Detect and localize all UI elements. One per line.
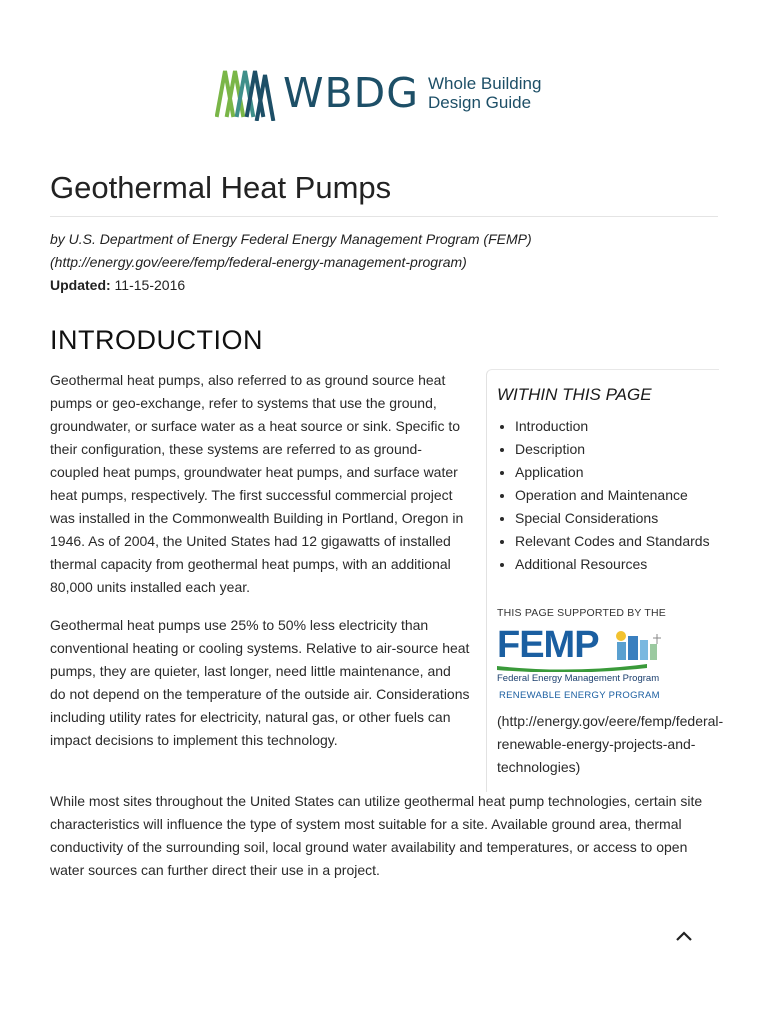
byline bbox=[50, 228, 610, 297]
supported-by-label: THIS PAGE SUPPORTED BY THE bbox=[497, 607, 666, 619]
sidebar-title: WITHIN THIS PAGE bbox=[497, 385, 652, 404]
femp-logo-word: FEMP bbox=[497, 624, 599, 666]
logo-tagline-line2: Design Guide bbox=[428, 93, 532, 112]
updated-line bbox=[50, 277, 185, 293]
femp-logo[interactable] bbox=[497, 626, 667, 704]
logo-wordmark: WBDG bbox=[283, 68, 420, 117]
intro-paragraph-1: Geothermal heat pumps, also referred to as ground source heat pumps or geo-exchange, refer to systems that use the ground, groundwater, or surface water as a heat source or sink. Specific to their configuration, these systems are referred to as ground-coupled heat pumps, groundwater heat pumps, and surface water heat pumps, respectively. The first successful commercial project was installed in the Commonwealth Building in Portland, Oregon in 1946. As of 2004, the United States had 12 gigawatts of installed thermal capacity from geothermal heat pumps, with an additional 80,000 units installed each year. bbox=[50, 372, 464, 595]
toc-item-introduction[interactable]: • Introduction bbox=[515, 415, 755, 438]
femp-link[interactable]: (http://energy.gov/eere/femp/federal-renewable-energy-projects-and-technologies) bbox=[497, 713, 724, 775]
femp-logo-program: RENEWABLE ENERGY PROGRAM bbox=[499, 690, 660, 701]
toc-item-description[interactable]: • Description bbox=[515, 438, 755, 461]
wbdg-stripes-icon bbox=[215, 65, 281, 121]
section-heading-introduction: INTRODUCTION bbox=[50, 325, 263, 355]
femp-swoosh-icon bbox=[497, 662, 647, 672]
intro-paragraph-2: Geothermal heat pumps use 25% to 50% less electricity than conventional heating or cooling systems. Relative to air-source heat pumps, they are quieter, last longer, need little maintenance, and do not depend on the temperature of the outside air. Considerations including utility rates for electricity, natural gas, or other fuels can impact decisions to implement this technology. bbox=[50, 617, 470, 748]
toc-item-additional-resources[interactable]: • Additional Resources bbox=[515, 553, 755, 576]
logo-tagline bbox=[428, 74, 541, 112]
site-logo[interactable] bbox=[215, 64, 541, 122]
byline-url[interactable]: (http://energy.gov/eere/femp/federal-energy-management-program) bbox=[50, 254, 467, 270]
chevron-up-icon[interactable] bbox=[673, 927, 695, 945]
page-title: Geothermal Heat Pumps bbox=[50, 170, 392, 205]
updated-label: Updated: bbox=[50, 277, 111, 293]
byline-author: by U.S. Department of Energy Federal Energy Management Program (FEMP) bbox=[50, 231, 532, 247]
title-divider bbox=[50, 216, 718, 217]
femp-building-icon bbox=[613, 630, 661, 660]
within-this-page-sidebar bbox=[486, 369, 724, 792]
toc-item-operation-maintenance[interactable]: • Operation and Maintenance bbox=[515, 484, 755, 507]
intro-paragraph-3: While most sites throughout the United States can utilize geothermal heat pump technologies, certain site characteristics will influence the type of system most suitable for a site. Available ground area, thermal conductivity of the surrounding soil, local ground water availability and temperatures, or access to open water sources can further direct their use in a project. bbox=[50, 793, 703, 878]
updated-date: 11-15-2016 bbox=[110, 277, 186, 293]
femp-logo-subtitle: Federal Energy Management Program bbox=[497, 673, 660, 684]
toc-item-application[interactable]: • Application bbox=[515, 461, 755, 484]
toc-list bbox=[497, 415, 755, 576]
toc-item-codes-standards[interactable]: • Relevant Codes and Standards bbox=[515, 530, 755, 553]
logo-tagline-line1: Whole Building bbox=[428, 74, 542, 93]
toc-item-special-considerations[interactable]: • Special Considerations bbox=[515, 507, 755, 530]
